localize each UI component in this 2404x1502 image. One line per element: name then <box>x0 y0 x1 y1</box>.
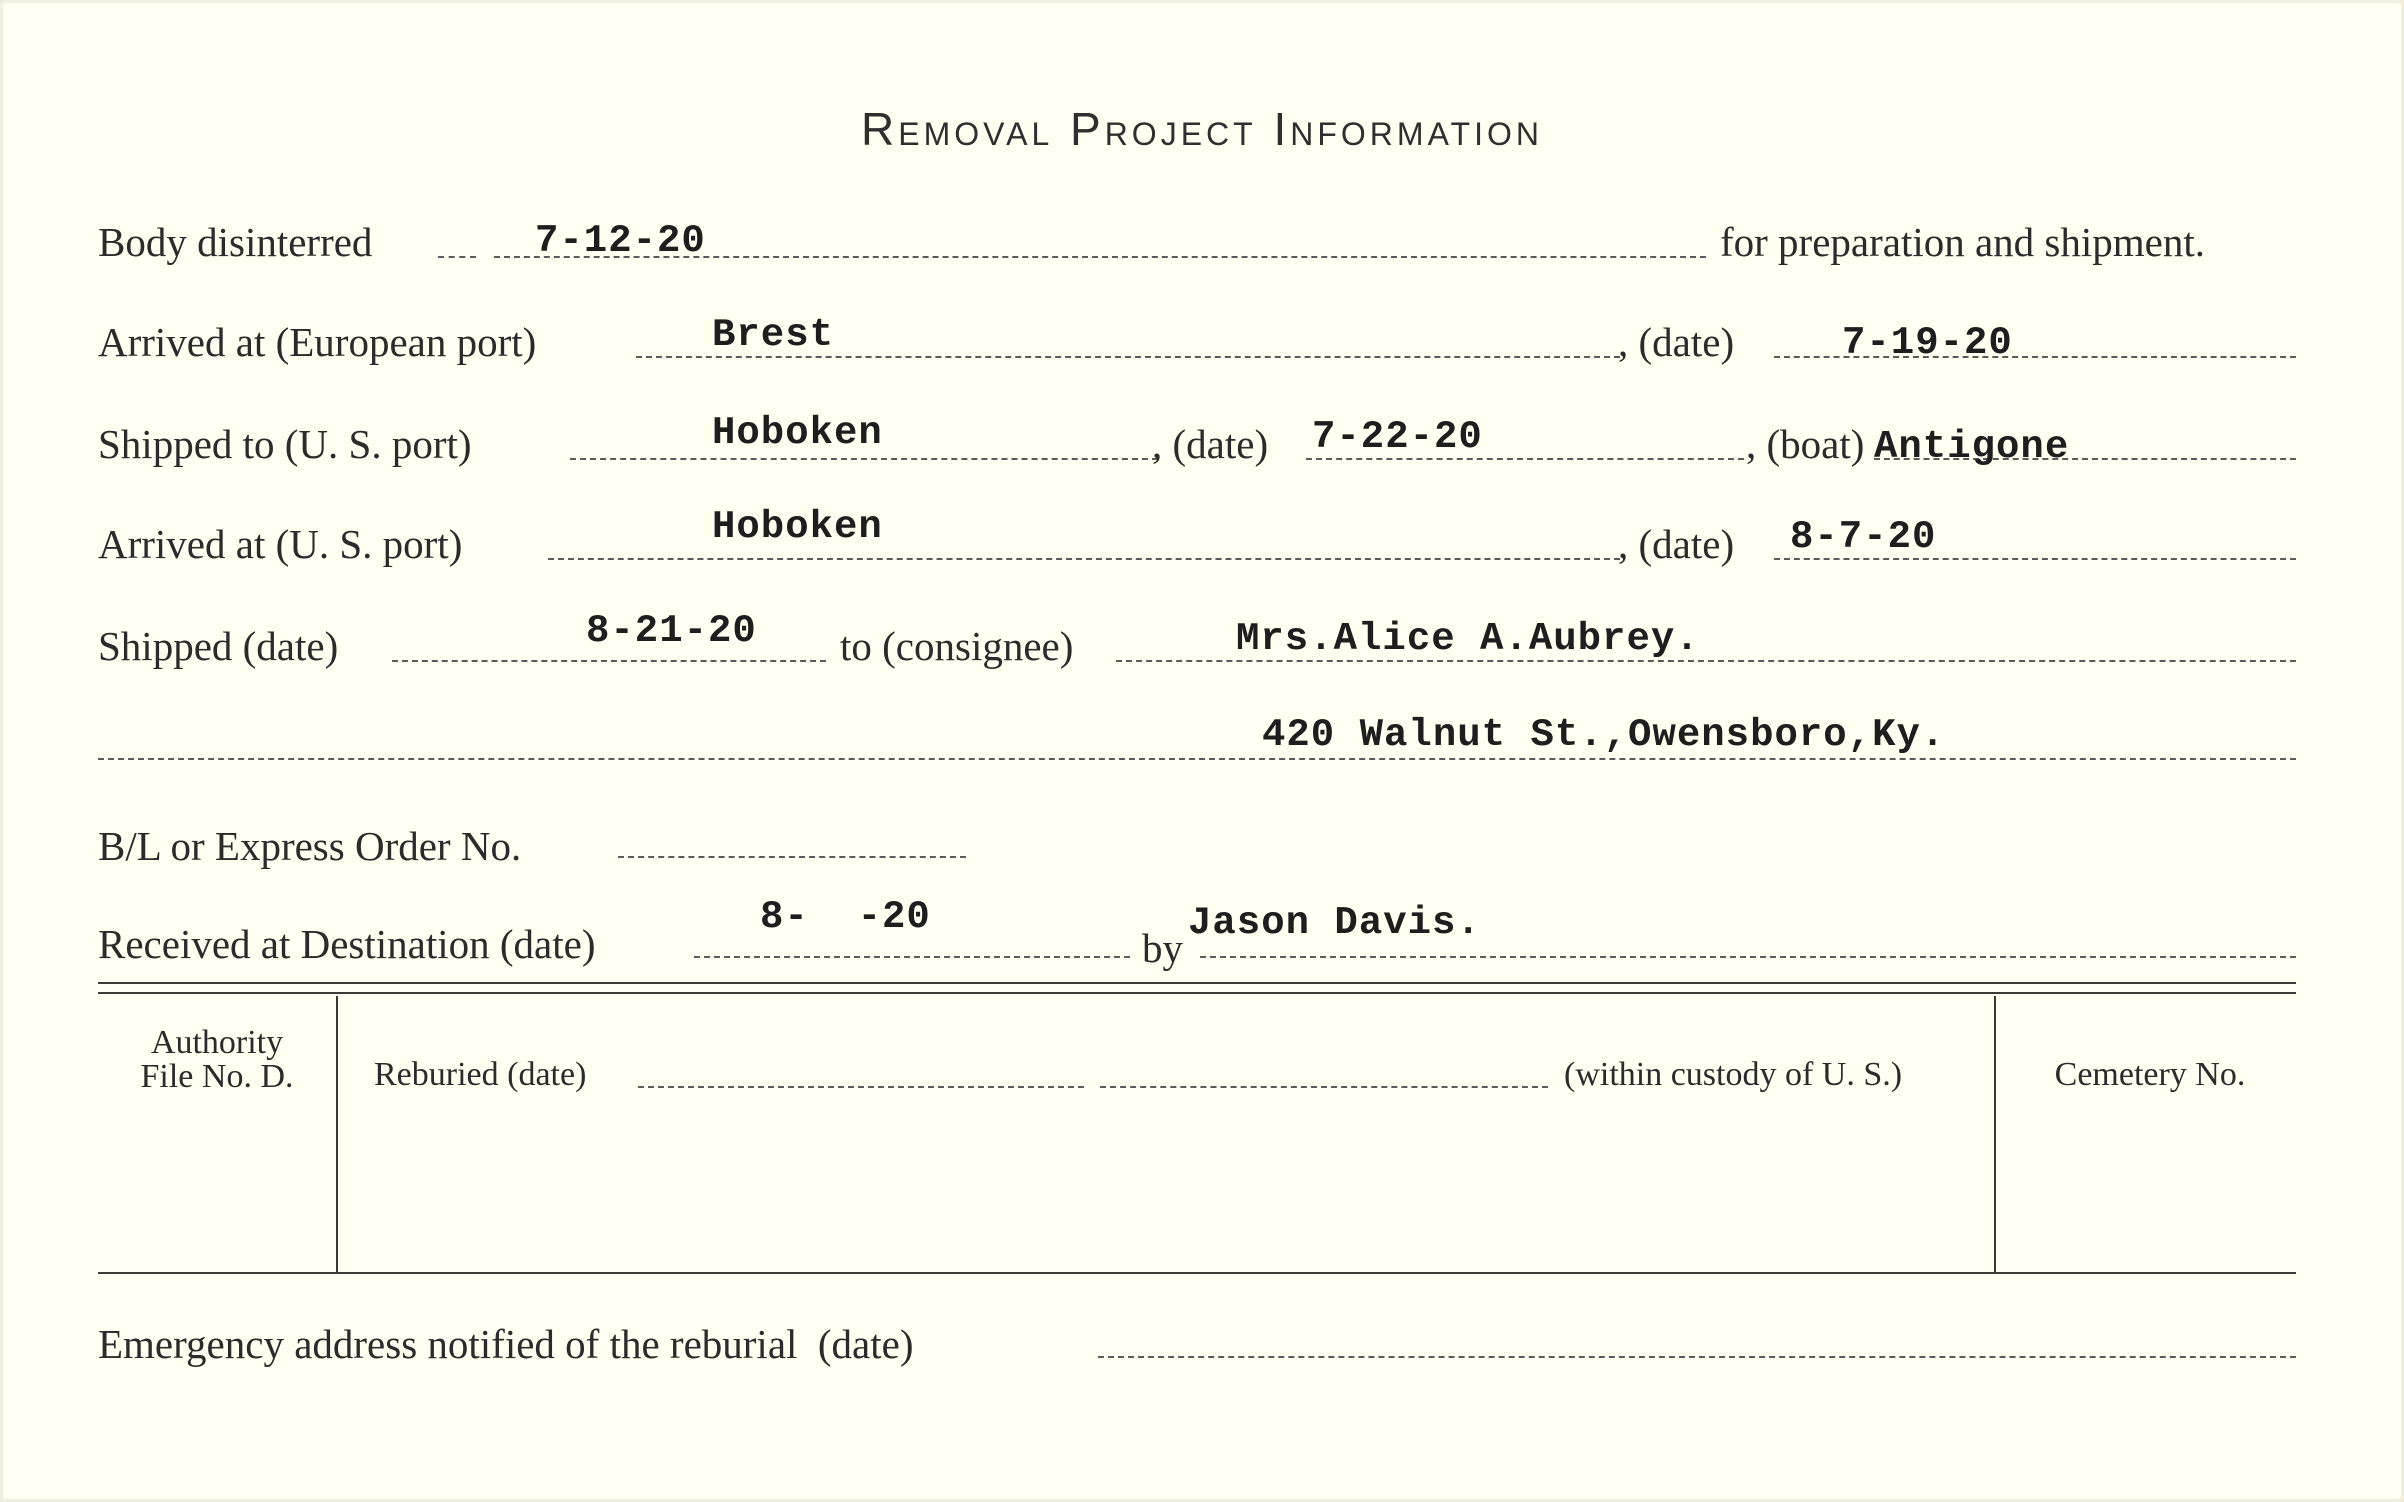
card-title: Removal Project Information <box>861 103 1543 155</box>
bl-order-label: B/L or Express Order No. <box>98 823 522 869</box>
dotted-line <box>392 660 826 662</box>
shipped-us-port: Hoboken <box>712 411 883 455</box>
arrived-us-label: Arrived at (U. S. port) <box>98 521 463 567</box>
dotted-line <box>438 256 476 258</box>
received-by: Jason Davis. <box>1188 901 1481 945</box>
arrived-european-label: Arrived at (European port) <box>98 319 537 365</box>
double-rule-bottom <box>98 992 2296 994</box>
dotted-line <box>98 758 2296 760</box>
consignee-address: 420 Walnut St.,Owensboro,Ky. <box>1262 713 1946 757</box>
shipped-us-date: 7-22-20 <box>1312 415 1483 459</box>
box-bottom-rule <box>98 1272 2296 1274</box>
box-divider-left <box>336 996 338 1272</box>
dotted-line <box>570 458 1158 460</box>
shipped-us-label: Shipped to (U. S. port) <box>98 421 472 467</box>
consignee-label: to (consignee) <box>840 623 1074 669</box>
dotted-line <box>1200 956 2296 958</box>
custody-label: (within custody of U. S.) <box>1564 1056 1903 1093</box>
dotted-line <box>548 558 1620 560</box>
shipped-us-boat: Antigone <box>1874 425 2070 469</box>
shipped-date: 8-21-20 <box>586 609 757 653</box>
received-by-label: by <box>1142 925 1183 971</box>
body-disinterred-suffix: for preparation and shipment. <box>1720 219 2206 265</box>
dotted-line <box>1098 1356 2296 1358</box>
shipped-date-label: Shipped (date) <box>98 623 339 669</box>
dotted-line <box>618 856 966 858</box>
dotted-line <box>638 1086 1084 1088</box>
dotted-line <box>694 956 1130 958</box>
arrived-european-date: 7-19-20 <box>1842 321 2013 365</box>
file-no-label: File No. D. <box>140 1058 294 1095</box>
body-disinterred-value: 7-12-20 <box>535 219 706 263</box>
arrived-european-date-label: , (date) <box>1618 319 1735 365</box>
arrived-us-date-label: , (date) <box>1618 521 1735 567</box>
received-label: Received at Destination (date) <box>98 921 596 967</box>
cemetery-no-label: Cemetery No. <box>2054 1056 2246 1093</box>
consignee-name: Mrs.Alice A.Aubrey. <box>1236 617 1700 661</box>
arrived-european-port: Brest <box>712 313 835 357</box>
arrived-us-date: 8-7-20 <box>1790 515 1937 559</box>
double-rule-top <box>98 982 2296 984</box>
dotted-line <box>1100 1086 1548 1088</box>
authority-label: Authority <box>150 1024 284 1061</box>
arrived-us-port: Hoboken <box>712 505 883 549</box>
shipped-us-boat-label: , (boat) <box>1746 421 1865 467</box>
box-divider-right <box>1994 996 1996 1272</box>
body-disinterred-label: Body disinterred <box>98 219 373 265</box>
received-date: 8- -20 <box>760 895 931 939</box>
emergency-label: Emergency address notified of the reburial (date) <box>98 1321 914 1367</box>
shipped-us-date-label: , (date) <box>1152 421 1269 467</box>
reburied-label: Reburied (date) <box>374 1056 587 1093</box>
